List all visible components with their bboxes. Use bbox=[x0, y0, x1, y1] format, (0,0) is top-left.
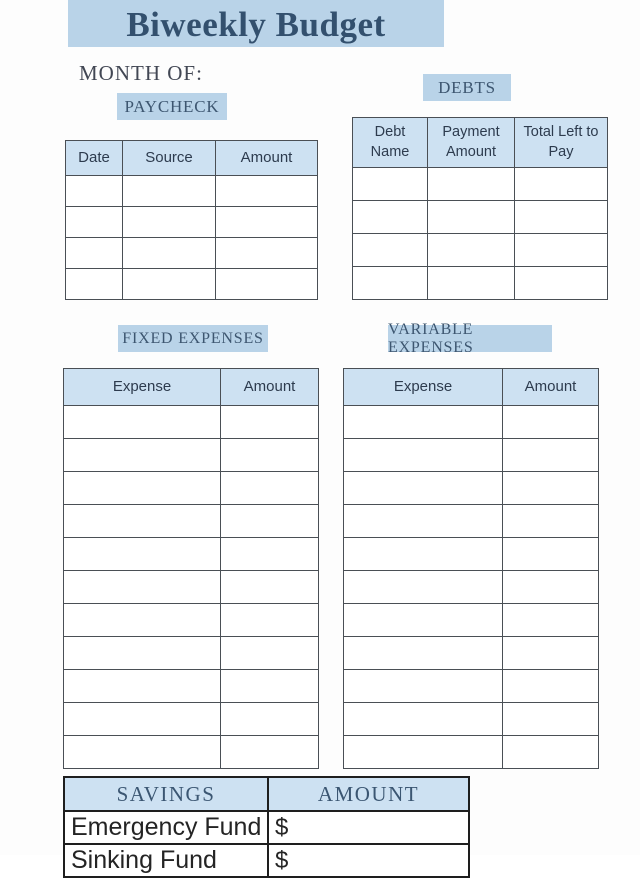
variable-expenses-section-label: VARIABLE EXPENSES bbox=[388, 325, 552, 352]
column-header-payment-amount: Payment Amount bbox=[428, 118, 515, 168]
empty-cell bbox=[66, 269, 123, 300]
empty-cell bbox=[503, 406, 599, 439]
empty-table-row bbox=[353, 168, 608, 201]
empty-cell bbox=[503, 472, 599, 505]
empty-cell bbox=[503, 703, 599, 736]
fixed-expenses-section-label: FIXED EXPENSES bbox=[118, 325, 268, 352]
empty-cell bbox=[503, 439, 599, 472]
column-header-debt-name: Debt Name bbox=[353, 118, 428, 168]
empty-cell bbox=[221, 472, 319, 505]
empty-cell bbox=[344, 670, 503, 703]
empty-table-row bbox=[353, 234, 608, 267]
empty-table-row bbox=[344, 604, 599, 637]
empty-table-row bbox=[64, 571, 319, 604]
empty-cell bbox=[123, 207, 216, 238]
column-header-source: Source bbox=[123, 141, 216, 176]
empty-table-row bbox=[344, 637, 599, 670]
column-header-date: Date bbox=[66, 141, 123, 176]
empty-table-row bbox=[64, 505, 319, 538]
empty-cell bbox=[64, 637, 221, 670]
empty-table-row bbox=[66, 269, 318, 300]
empty-cell bbox=[503, 604, 599, 637]
empty-cell bbox=[216, 176, 318, 207]
empty-table-row bbox=[344, 439, 599, 472]
empty-cell bbox=[344, 472, 503, 505]
variable-expenses-header-row bbox=[344, 369, 599, 406]
empty-cell bbox=[344, 571, 503, 604]
empty-table-row bbox=[64, 439, 319, 472]
fixed-expenses-header-row bbox=[64, 369, 319, 406]
column-header-amount: Amount bbox=[216, 141, 318, 176]
empty-cell bbox=[221, 736, 319, 769]
empty-table-row bbox=[353, 267, 608, 300]
column-header-amount: Amount bbox=[221, 369, 319, 406]
empty-cell bbox=[216, 238, 318, 269]
empty-cell bbox=[64, 538, 221, 571]
empty-cell bbox=[64, 604, 221, 637]
empty-cell bbox=[344, 604, 503, 637]
column-header-expense: Expense bbox=[64, 369, 221, 406]
empty-cell bbox=[216, 207, 318, 238]
empty-table-row bbox=[64, 472, 319, 505]
empty-cell bbox=[64, 472, 221, 505]
empty-cell bbox=[123, 176, 216, 207]
empty-table-row bbox=[344, 505, 599, 538]
page-title: Biweekly Budget bbox=[126, 5, 386, 44]
empty-cell bbox=[64, 703, 221, 736]
empty-cell bbox=[503, 637, 599, 670]
column-header-amount: Amount bbox=[503, 369, 599, 406]
paycheck-table bbox=[65, 140, 318, 300]
empty-cell bbox=[123, 238, 216, 269]
empty-table-row bbox=[344, 670, 599, 703]
empty-table-row bbox=[64, 538, 319, 571]
empty-table-row bbox=[66, 207, 318, 238]
empty-cell bbox=[344, 538, 503, 571]
empty-cell bbox=[66, 207, 123, 238]
empty-cell bbox=[221, 406, 319, 439]
savings-row-sinking-fund bbox=[64, 844, 469, 877]
savings-header-row bbox=[64, 777, 469, 811]
debts-section-label: DEBTS bbox=[423, 74, 511, 101]
savings-row-emergency-fund bbox=[64, 811, 469, 844]
paycheck-header-row bbox=[66, 141, 318, 176]
empty-cell bbox=[221, 439, 319, 472]
empty-cell bbox=[515, 201, 608, 234]
empty-cell bbox=[221, 538, 319, 571]
empty-cell bbox=[64, 736, 221, 769]
empty-cell bbox=[64, 406, 221, 439]
empty-cell bbox=[221, 670, 319, 703]
savings-name-cell: Sinking Fund bbox=[64, 844, 268, 877]
empty-cell bbox=[428, 234, 515, 267]
savings-table bbox=[63, 776, 470, 878]
column-header-savings: SAVINGS bbox=[64, 777, 268, 811]
empty-cell bbox=[64, 505, 221, 538]
column-header-total-left: Total Left to Pay bbox=[515, 118, 608, 168]
empty-cell bbox=[221, 571, 319, 604]
empty-table-row bbox=[344, 406, 599, 439]
empty-table-row bbox=[66, 176, 318, 207]
paycheck-section-label: PAYCHECK bbox=[117, 93, 227, 120]
empty-cell bbox=[353, 168, 428, 201]
empty-cell bbox=[344, 703, 503, 736]
empty-cell bbox=[64, 439, 221, 472]
empty-cell bbox=[221, 604, 319, 637]
empty-cell bbox=[64, 670, 221, 703]
empty-table-row bbox=[344, 538, 599, 571]
empty-table-row bbox=[64, 604, 319, 637]
column-header-amount: AMOUNT bbox=[268, 777, 469, 811]
empty-cell bbox=[216, 269, 318, 300]
empty-cell bbox=[344, 406, 503, 439]
column-header-expense: Expense bbox=[344, 369, 503, 406]
empty-cell bbox=[428, 267, 515, 300]
debts-table bbox=[352, 117, 608, 300]
empty-cell bbox=[344, 439, 503, 472]
empty-table-row bbox=[66, 238, 318, 269]
empty-cell bbox=[503, 571, 599, 604]
empty-table-row bbox=[64, 670, 319, 703]
empty-cell bbox=[515, 267, 608, 300]
empty-cell bbox=[503, 538, 599, 571]
empty-cell bbox=[515, 168, 608, 201]
empty-cell bbox=[123, 269, 216, 300]
empty-cell bbox=[428, 201, 515, 234]
empty-table-row bbox=[64, 637, 319, 670]
savings-name-cell: Emergency Fund bbox=[64, 811, 268, 844]
empty-table-row bbox=[344, 571, 599, 604]
empty-cell bbox=[221, 703, 319, 736]
month-of-label: MONTH OF: bbox=[79, 61, 203, 85]
empty-table-row bbox=[353, 201, 608, 234]
empty-cell bbox=[503, 505, 599, 538]
empty-cell bbox=[353, 201, 428, 234]
debts-header-row bbox=[353, 118, 608, 168]
empty-cell bbox=[64, 571, 221, 604]
savings-amount-cell: $ bbox=[268, 811, 469, 844]
empty-cell bbox=[344, 505, 503, 538]
empty-cell bbox=[221, 505, 319, 538]
empty-cell bbox=[344, 736, 503, 769]
empty-table-row bbox=[344, 472, 599, 505]
empty-cell bbox=[221, 637, 319, 670]
empty-table-row bbox=[64, 703, 319, 736]
empty-cell bbox=[353, 234, 428, 267]
empty-cell bbox=[353, 267, 428, 300]
empty-table-row bbox=[344, 703, 599, 736]
variable-expenses-table bbox=[343, 368, 599, 769]
empty-cell bbox=[503, 736, 599, 769]
empty-cell bbox=[344, 637, 503, 670]
empty-cell bbox=[66, 176, 123, 207]
empty-cell bbox=[503, 670, 599, 703]
empty-cell bbox=[515, 234, 608, 267]
savings-amount-cell: $ bbox=[268, 844, 469, 877]
empty-cell bbox=[66, 238, 123, 269]
fixed-expenses-table bbox=[63, 368, 319, 769]
empty-table-row bbox=[64, 736, 319, 769]
empty-table-row bbox=[344, 736, 599, 769]
title-banner bbox=[68, 0, 444, 47]
empty-table-row bbox=[64, 406, 319, 439]
empty-cell bbox=[428, 168, 515, 201]
